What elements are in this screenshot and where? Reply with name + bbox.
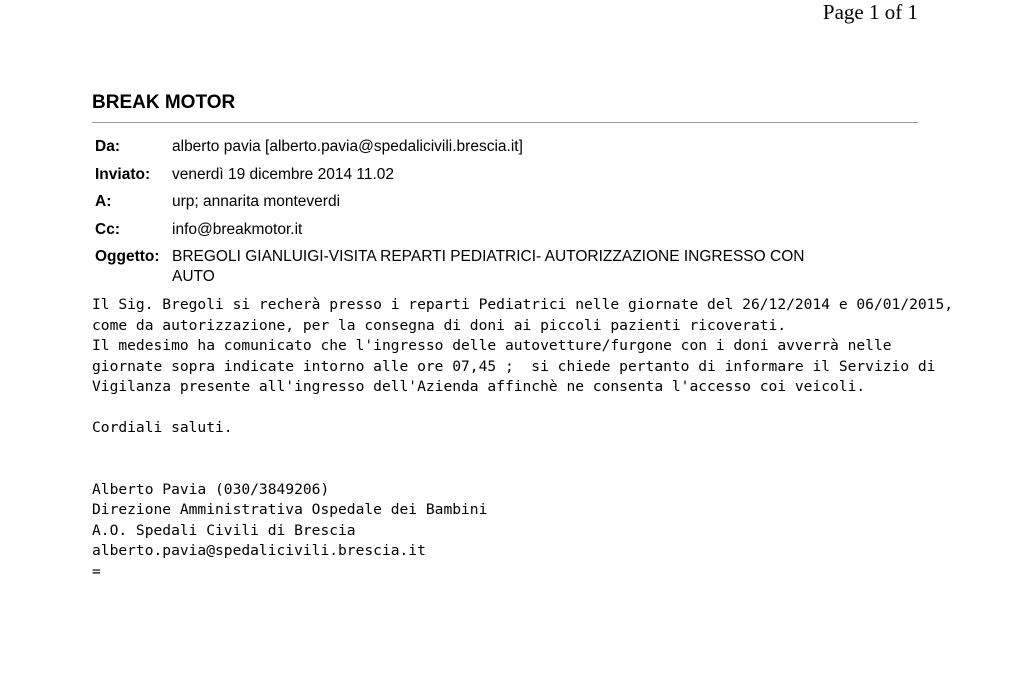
header-subject-line-1: BREGOLI GIANLUIGI-VISITA REPARTI PEDIATRICI- AUTORIZZAZIONE INGRESSO CON [172, 248, 805, 265]
body-line: come da autorizzazione, per la consegna di doni ai piccoli pazienti ricoverati. [92, 316, 787, 334]
header-from [95, 137, 895, 157]
body-line: Il Sig. Bregoli si recherà presso i reparti Pediatrici nelle giornate del 26/12/2014 e 06/01/2015, [92, 296, 954, 313]
header-subject-line-2: AUTO [172, 268, 215, 285]
header-subject [95, 247, 895, 287]
header-cc [95, 220, 895, 240]
header-from-value: alberto pavia [alberto.pavia@spedalicivili.brescia.it] [172, 138, 523, 155]
signature-marker: = [92, 562, 101, 580]
signature-email: alberto.pavia@spedalicivili.brescia.it [92, 542, 426, 559]
body-line: Vigilanza presente all'ingresso dell'Azienda affinchè ne consenta l'accesso coi veicoli. [92, 378, 866, 395]
body-line: Il medesimo ha comunicato che l'ingresso delle autovetture/furgone con i doni avverrà nelle [92, 337, 892, 354]
email-headers [95, 137, 895, 287]
header-cc-label: Cc: [95, 220, 120, 238]
header-from-label: Da: [95, 138, 120, 155]
title-divider [92, 122, 918, 123]
signature-organization: A.O. Spedali Civili di Brescia [92, 521, 356, 539]
header-to-label: A: [95, 193, 112, 210]
spacer [92, 398, 952, 419]
header-sent-value: venerdì 19 dicembre 2014 11.02 [172, 165, 395, 183]
header-sent-label: Inviato: [95, 165, 151, 183]
greeting: Cordiali saluti. [92, 419, 233, 436]
header-subject-label: Oggetto: [95, 248, 160, 265]
email-body [92, 295, 952, 582]
header-sent [95, 165, 895, 185]
header-cc-value: info@breakmotor.it [172, 220, 303, 238]
page-number: Page 1 of 1 [822, 0, 918, 24]
header-to [95, 192, 895, 212]
document-title: BREAK MOTOR [92, 92, 236, 113]
signature-name: Alberto Pavia (030/3849206) [92, 480, 330, 498]
header-subject-value [172, 247, 895, 287]
body-line: giornate sopra indicate intorno alle ore 07,45 ; si chiede pertanto di informare il Servizio di [92, 357, 936, 375]
signature-department: Direzione Amministrativa Ospedale dei Bambini [92, 501, 488, 518]
spacer [92, 439, 952, 480]
header-to-value: urp; annarita monteverdi [172, 193, 341, 210]
